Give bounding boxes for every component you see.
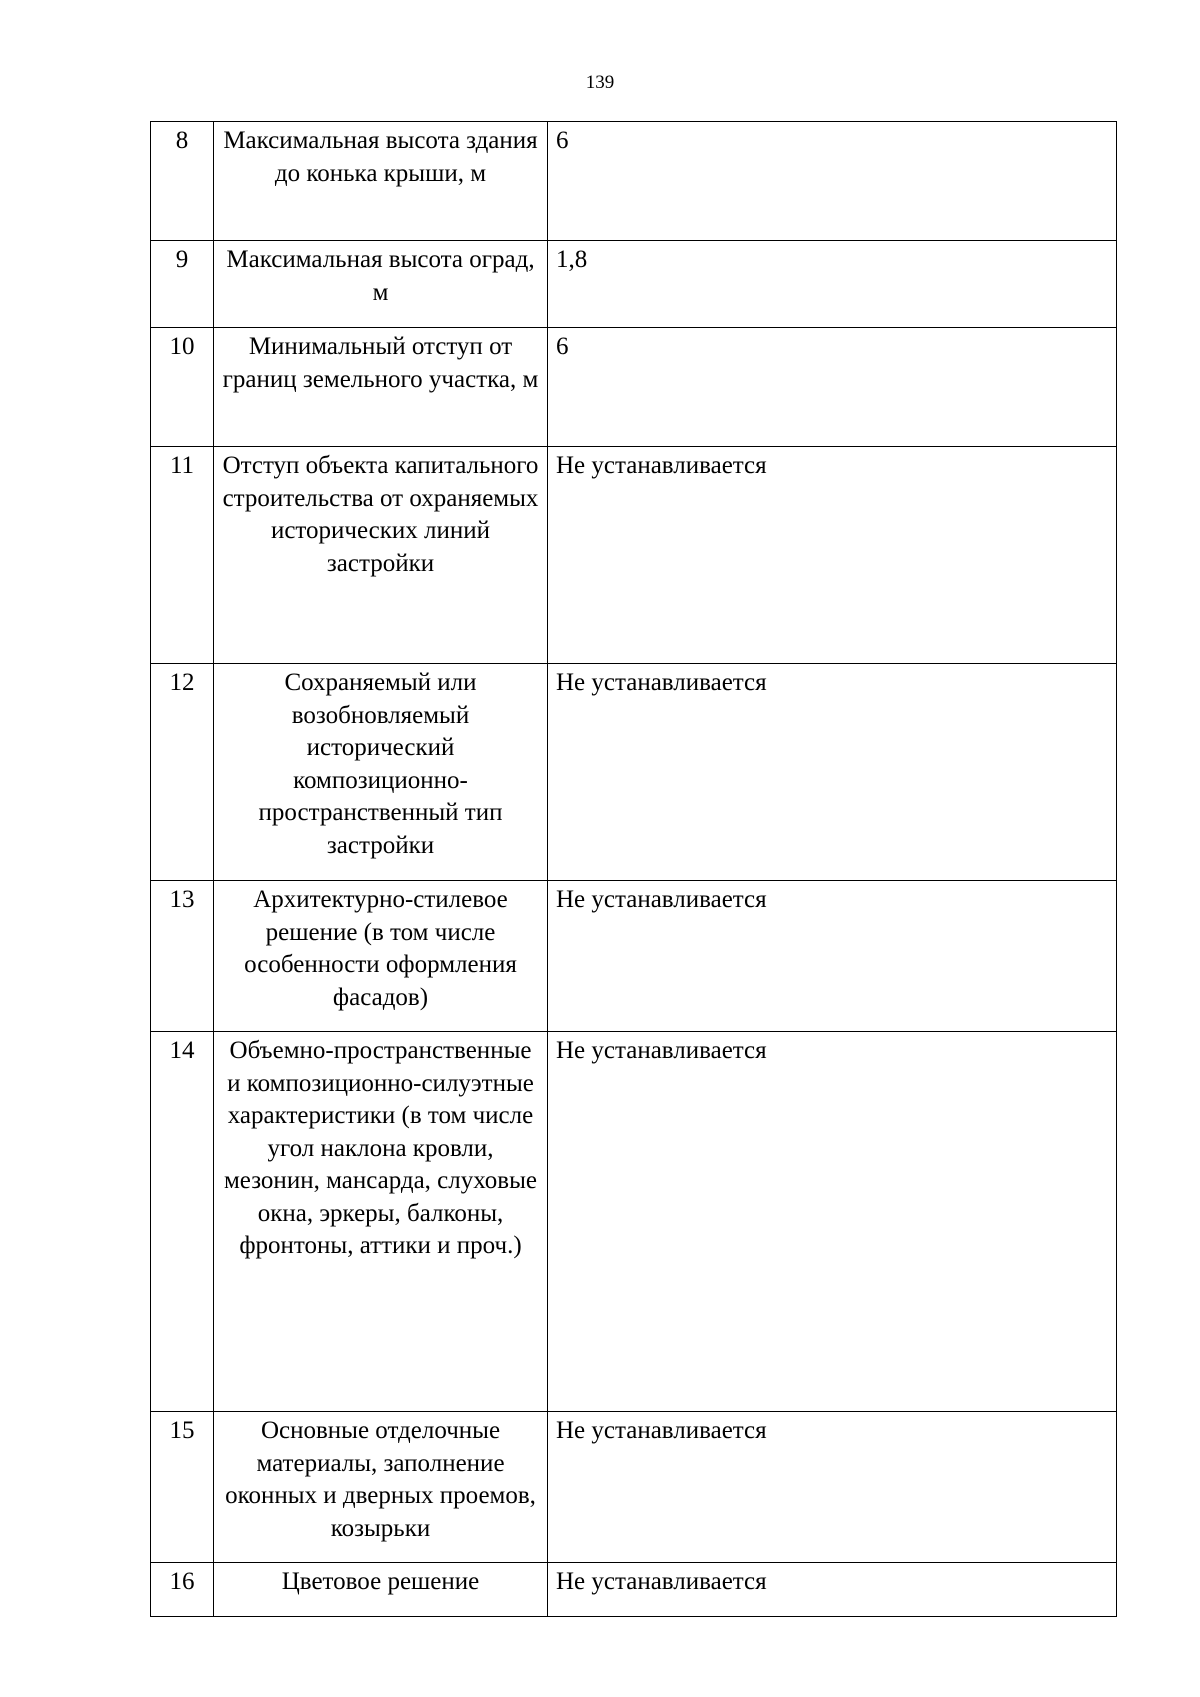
row-number: 16 <box>151 1563 214 1617</box>
table-row <box>151 122 1117 241</box>
page-number: 139 <box>585 72 615 93</box>
row-number: 15 <box>151 1412 214 1563</box>
parameter-name: Архитектурно-стилевое решение (в том числе особенности оформления фасадов) <box>214 881 548 1032</box>
parameter-name: Максимальная высота оград, м <box>214 241 548 328</box>
parameter-name: Основные отделочные материалы, заполнение оконных и дверных проемов, козырьки <box>214 1412 548 1563</box>
parameter-value: Не устанавливается <box>548 447 1117 664</box>
table-row <box>151 1032 1117 1412</box>
parameter-name: Отступ объекта капитального строительства от охраняемых исторических линий застройки <box>214 447 548 664</box>
parameter-name: Максимальная высота здания до конька крыши, м <box>214 122 548 241</box>
parameter-name: Объемно-пространственные и композиционно-силуэтные характеристики (в том числе угол наклона кровли, мезонин, мансарда, слуховые окна, эркеры, балконы, фронтоны, аттики и проч.) <box>214 1032 548 1412</box>
table-row <box>151 447 1117 664</box>
table-row <box>151 241 1117 328</box>
parameter-name: Цветовое решение <box>214 1563 548 1617</box>
row-number: 11 <box>151 447 214 664</box>
parameter-value: 1,8 <box>548 241 1117 328</box>
parameter-value: Не устанавливается <box>548 881 1117 1032</box>
parameter-value: Не устанавливается <box>548 664 1117 881</box>
parameter-value: Не устанавливается <box>548 1412 1117 1563</box>
table-row <box>151 328 1117 447</box>
row-number: 13 <box>151 881 214 1032</box>
parameter-value: Не устанавливается <box>548 1032 1117 1412</box>
row-number: 14 <box>151 1032 214 1412</box>
table-row <box>151 881 1117 1032</box>
parameter-name: Сохраняемый или возобновляемый исторический композиционно-пространственный тип застройки <box>214 664 548 881</box>
parameters-table <box>150 121 1117 1617</box>
row-number: 9 <box>151 241 214 328</box>
table-row <box>151 1412 1117 1563</box>
row-number: 8 <box>151 122 214 241</box>
table-row <box>151 1563 1117 1617</box>
row-number: 10 <box>151 328 214 447</box>
parameter-value: Не устанавливается <box>548 1563 1117 1617</box>
row-number: 12 <box>151 664 214 881</box>
parameter-name: Минимальный отступ от границ земельного участка, м <box>214 328 548 447</box>
table-row <box>151 664 1117 881</box>
parameter-value: 6 <box>548 328 1117 447</box>
parameter-value: 6 <box>548 122 1117 241</box>
